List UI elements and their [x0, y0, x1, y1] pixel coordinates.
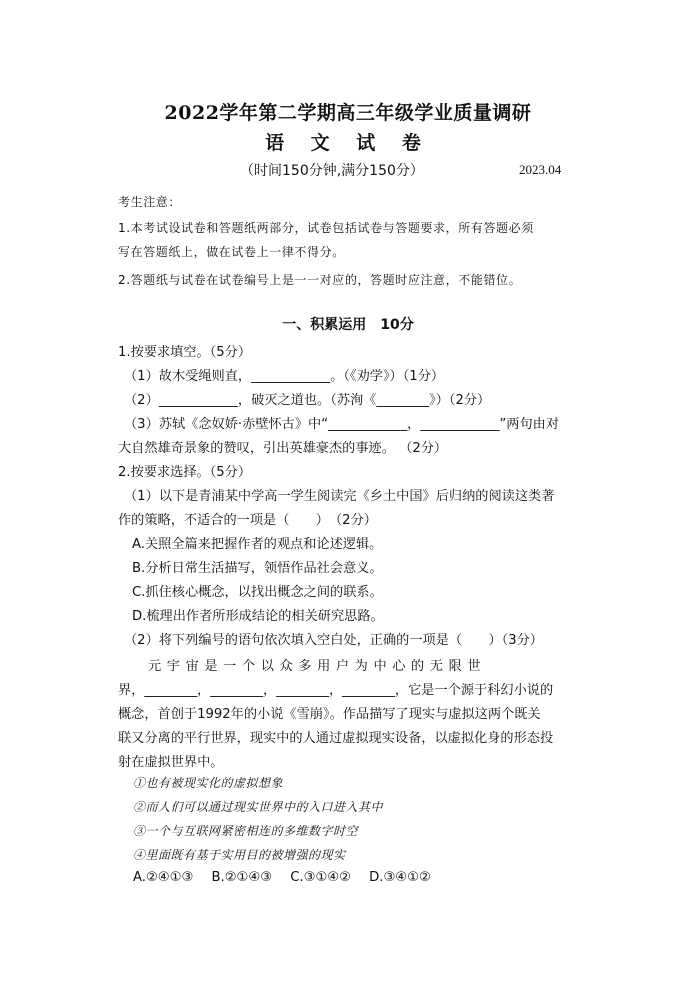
q2-option-b: B.分析日常生活描写，领悟作品社会意义。 — [132, 561, 383, 576]
notice-item-1-line-1: 1.本考试设试卷和答题纸两部分，试卷包括试卷与答题要求，所有答题必须 — [118, 221, 534, 235]
notice-item-2: 2.答题纸与试卷在试卷编号上是一一对应的，答题时应注意，不能错位。 — [118, 273, 522, 287]
sentence-item-2: ②而人们可以通过现实世界中的入口进入其中 — [133, 800, 384, 814]
sentence-item-3: ③一个与互联网紧密相连的多维数字时空 — [133, 824, 359, 838]
q2-option-c: C.抓住核心概念，以找出概念之间的联系。 — [132, 585, 383, 600]
choice-d: D.③④①② — [369, 870, 431, 885]
passage-line-1: 元宇宙是一个以众多用户为中心的无限世 — [148, 659, 487, 674]
q1-sub1: （1）故木受绳则直，____________。（《劝学》）（1分） — [124, 369, 445, 384]
sentence-item-1: ①也有被现实化的虚拟想象 — [133, 776, 284, 790]
q2-sub1-line-1: （1）以下是青浦某中学高一学生阅读完《乡土中国》后归纳的阅读这类著 — [124, 489, 555, 504]
answer-choices — [133, 870, 445, 885]
passage-line-2: 界，________，________，________，________，它是一个源于科幻小说的 — [118, 683, 554, 698]
q2-option-d: D.梳理出作者所形成结论的相关研究思路。 — [132, 609, 384, 624]
passage-line-3: 概念，首创于1992年的小说《雪崩》。作品描写了现实与虚拟这两个既关 — [118, 707, 541, 722]
notice-item-1-line-2: 写在答题纸上，做在试卷上一律不得分。 — [118, 245, 345, 259]
passage-line-4: 联又分离的平行世界，现实中的人通过虚拟现实设备，以虚拟化身的形态投 — [118, 731, 554, 746]
passage-line-5: 射在虚拟世界中。 — [118, 755, 224, 770]
section-title: 一、积累运用 10分 — [282, 317, 414, 333]
q1-sub2: （2）____________，破灭之道也。（苏洵《________》）（2分） — [124, 393, 491, 408]
choice-a: A.②④①③ — [133, 870, 194, 885]
sentence-item-4: ④里面既有基于实用目的被增强的现实 — [133, 848, 346, 862]
choice-c: C.③①④② — [290, 870, 351, 885]
q1-stem: 1.按要求填空。（5分） — [118, 345, 252, 360]
exam-subject: 语 文 试 卷 — [265, 132, 431, 154]
time-info: （时间150分钟,满分150分） — [240, 163, 424, 179]
notice-heading: 考生注意： — [118, 195, 182, 209]
q1-sub3-line-1: （3）苏轼《念奴娇·赤壁怀古》中“____________，____________”两句由对 — [124, 417, 560, 432]
q2-option-a: A.关照全篇来把握作者的观点和论述逻辑。 — [132, 537, 383, 552]
exam-date: 2023.04 — [519, 162, 562, 177]
q2-stem: 2.按要求选择。（5分） — [118, 465, 252, 480]
q2-sub2-stem: （2）将下列编号的语句依次填入空白处，正确的一项是（ ）（3分） — [124, 633, 543, 648]
exam-title: 2022学年第二学期高三年级学业质量调研 — [164, 102, 532, 124]
q2-sub1-line-2: 作的策略，不适合的一项是（ ） （2分） — [118, 513, 377, 528]
choice-b: B.②①④③ — [211, 870, 273, 885]
q1-sub3-line-2: 大自然雄奇景象的赞叹，引出英雄豪杰的事迹。 （2分） — [118, 441, 448, 456]
